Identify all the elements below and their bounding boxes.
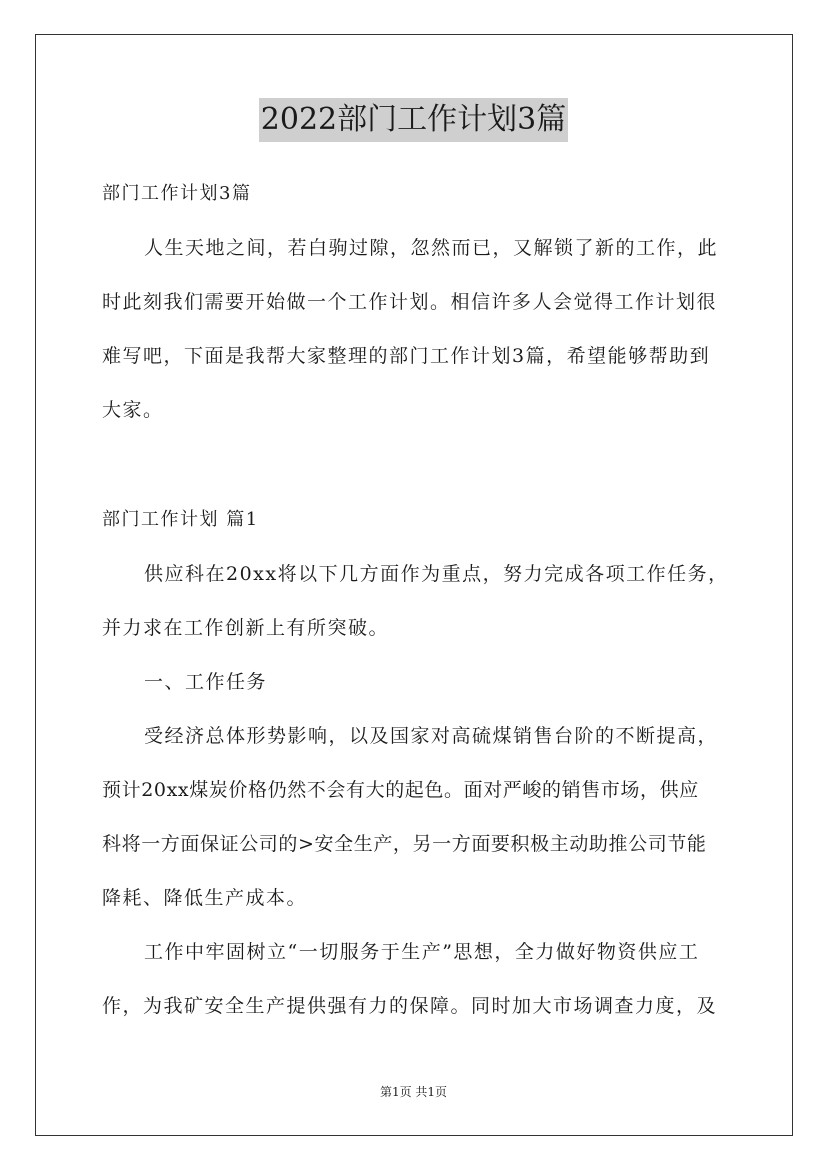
page-number-label: 第1页 共1页 bbox=[379, 1085, 448, 1099]
paragraph-line: 受经济总体形势影响，以及国家对高硫煤销售台阶的不断提高， bbox=[144, 725, 719, 747]
paragraph-line: 并力求在工作创新上有所突破。 bbox=[102, 617, 390, 639]
paragraph-line: 工作中牢固树立“一切服务于生产”思想，全力做好物资供应工 bbox=[144, 941, 700, 963]
title-container bbox=[0, 98, 827, 142]
paragraph-line: 时此刻我们需要开始做一个工作计划。相信许多人会觉得工作计划很 bbox=[102, 291, 718, 313]
paragraph-line: 大家。 bbox=[102, 399, 164, 421]
paragraph-line: 预计20xx煤炭价格仍然不会有大的起色。面对严峻的销售市场，供应 bbox=[102, 779, 699, 801]
paragraph-line: 科将一方面保证公司的>安全生产，另一方面要积极主动助推公司节能 bbox=[102, 833, 707, 855]
paragraph-line: 作，为我矿安全生产提供强有力的保障。同时加大市场调查力度，及 bbox=[102, 995, 718, 1017]
section-heading-intro: 部门工作计划3篇 bbox=[102, 183, 252, 204]
page-footer bbox=[0, 1084, 827, 1100]
paragraph-line: 供应科在20xx将以下几方面作为重点，努力完成各项工作任务， bbox=[144, 563, 729, 585]
document-title: 2022部门工作计划3篇 bbox=[259, 98, 568, 142]
paragraph-line: 人生天地之间，若白驹过隙，忽然而已，又解锁了新的工作，此 bbox=[144, 237, 719, 259]
paragraph-line: 难写吧，下面是我帮大家整理的部门工作计划3篇，希望能够帮助到 bbox=[102, 345, 711, 367]
section-heading-part1: 部门工作计划 篇1 bbox=[102, 509, 259, 530]
subsection-heading: 一、工作任务 bbox=[144, 671, 268, 693]
paragraph-line: 降耗、降低生产成本。 bbox=[102, 887, 308, 909]
